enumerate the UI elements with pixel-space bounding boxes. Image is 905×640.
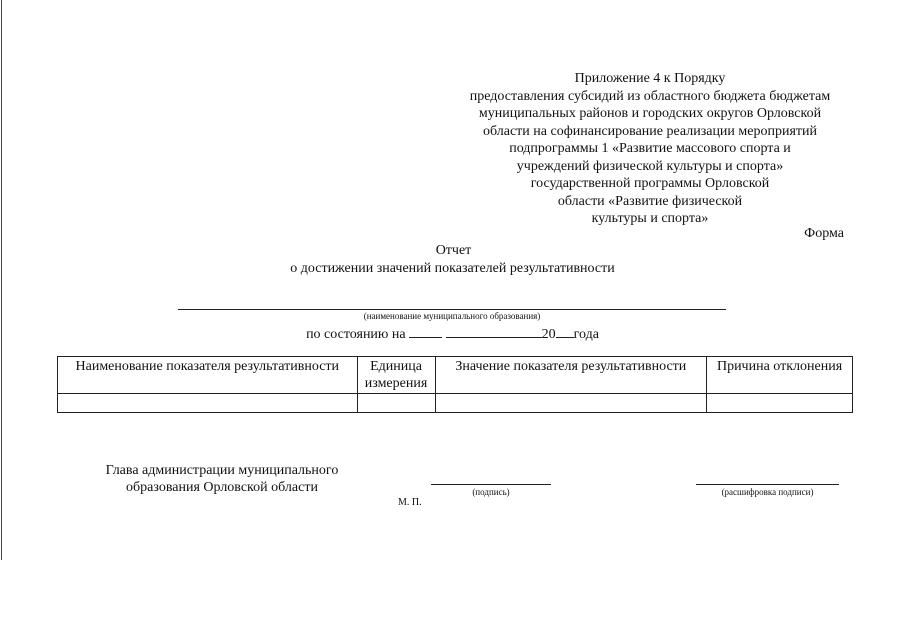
table-header-row: [58, 357, 853, 394]
signature-caption: (подпись): [472, 487, 510, 497]
form-label: Форма: [804, 226, 844, 241]
signature-decode-caption: (расшифровка подписи): [721, 487, 814, 497]
signatory-title: [92, 462, 352, 496]
appendix-line: государственной программы Орловской: [530, 176, 770, 191]
table-cell[interactable]: [707, 394, 853, 413]
report-date-line: [0, 324, 905, 343]
appendix-line: подпрограммы 1 «Развитие массового спорта и: [509, 141, 791, 156]
signature-field[interactable]: [431, 484, 551, 485]
day-field[interactable]: [409, 324, 442, 338]
appendix-line: Приложение 4 к Порядку: [574, 71, 726, 86]
scan-left-edge: [1, 0, 2, 560]
column-header-unit: Единица измерения: [357, 357, 435, 394]
signatory-title-line: образования Орловской области: [126, 480, 318, 495]
column-header-reason: Причина отклонения: [707, 357, 853, 394]
column-header-indicator: Наименование показателя результативности: [58, 357, 358, 394]
appendix-line: учреждений физической культуры и спорта»: [516, 158, 784, 174]
report-title-text: Отчет: [435, 243, 472, 258]
table-cell[interactable]: [58, 394, 358, 413]
year-prefix: 20: [541, 327, 556, 342]
signature-decode-field[interactable]: [696, 484, 839, 485]
date-suffix: года: [573, 327, 599, 342]
appendix-line: муниципальных районов и городских округов Орловской: [478, 106, 822, 121]
column-header-value: Значение показателя результативности: [435, 357, 707, 394]
report-title: [0, 242, 905, 259]
municipality-name-field[interactable]: [178, 309, 726, 310]
signatory-title-line: Глава администрации муниципального: [105, 463, 339, 478]
month-field[interactable]: [446, 324, 542, 338]
year-field[interactable]: [556, 324, 574, 338]
stamp-place: М. П.: [398, 497, 422, 508]
date-prefix: по состоянию на: [306, 327, 406, 342]
appendix-line: культуры и спорта»: [591, 211, 709, 226]
municipality-caption: (наименование муниципального образования): [363, 311, 541, 321]
report-subtitle: о достижении значений показателей результативности: [290, 261, 615, 276]
appendix-note: [430, 70, 870, 228]
table-cell[interactable]: [435, 394, 707, 413]
table-cell[interactable]: [357, 394, 435, 413]
indicators-table: [57, 356, 853, 413]
table-row: [58, 394, 853, 413]
appendix-line: предоставления субсидий из областного бюджета бюджетам: [469, 88, 831, 104]
appendix-line: области на софинансирование реализации мероприятий: [482, 123, 818, 139]
appendix-line: области «Развитие физической: [557, 193, 743, 209]
